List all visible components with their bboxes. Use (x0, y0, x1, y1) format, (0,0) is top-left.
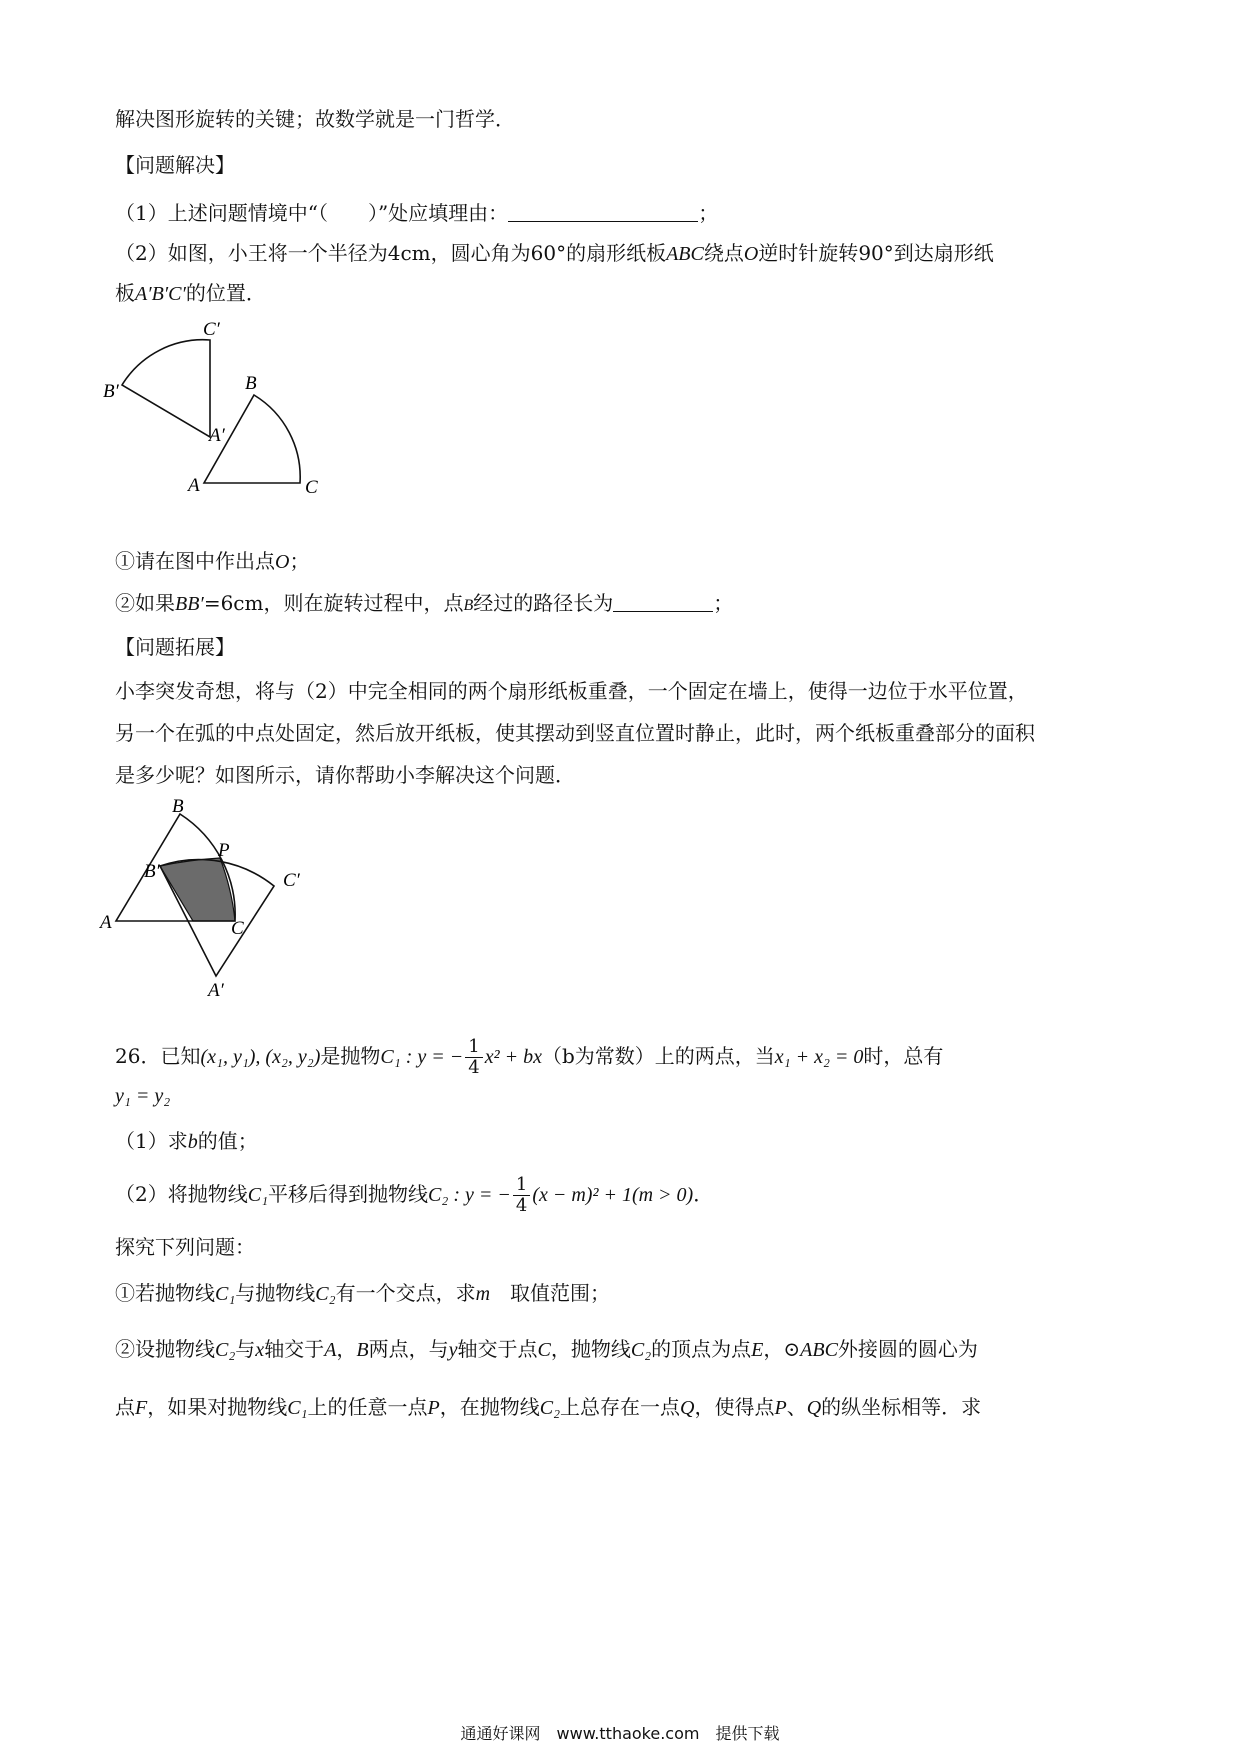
sector-name: ABC (666, 243, 704, 265)
label-a-prime: A′ (209, 425, 225, 446)
fraction-one-quarter (513, 1175, 530, 1216)
parabola-c1-expression: C₁ : y = − (380, 1046, 464, 1068)
point-name: B (463, 597, 474, 614)
question-text: 26．已知 (115, 1044, 201, 1068)
question-text: （1）求 (115, 1129, 188, 1153)
question-text: ①请在图中作出点 (115, 549, 275, 573)
angle-value: 60° (530, 241, 567, 265)
question-text: ，⊙ (763, 1337, 801, 1361)
variable-b: b (187, 1131, 198, 1153)
part-1 (115, 1126, 258, 1157)
point-b: B (356, 1339, 369, 1361)
question-text: 逆时针旋转 (758, 241, 859, 265)
label-b: B (245, 373, 257, 394)
variable-y: y (448, 1339, 458, 1361)
question-text: 与 (235, 1337, 256, 1361)
variable-x: x (255, 1339, 265, 1361)
question-text: ，则在旋转过程中，点 (263, 591, 464, 615)
point-c: C (537, 1339, 551, 1361)
answer-blank[interactable] (613, 589, 713, 612)
point-e: E (751, 1339, 764, 1361)
label-p: P (218, 840, 230, 861)
variable-m: m (475, 1283, 491, 1305)
paragraph-text: 探究下列问题： (115, 1235, 255, 1259)
question-text: 到达扇形纸 (893, 241, 994, 265)
punctuation: 、 (786, 1395, 807, 1419)
question-text: 取值范围； (490, 1281, 611, 1305)
question-text: ，在抛物线 (439, 1395, 540, 1419)
question-text: 的位置． (185, 281, 266, 305)
section-heading-problem-extension (115, 632, 235, 662)
fraction-numerator: 1 (465, 1037, 482, 1058)
label-a-prime: A′ (208, 980, 224, 1001)
segment-name: BB′ (175, 593, 204, 615)
question-1 (115, 198, 718, 228)
answer-blank[interactable] (508, 199, 698, 222)
label-b-prime: B′ (103, 381, 119, 402)
triangle-abc: ABC (800, 1339, 838, 1361)
section-heading-problem-solving (115, 150, 235, 180)
radius-value: 4cm (387, 241, 431, 265)
punctuation: ． (693, 1182, 714, 1206)
paragraph-text: 是多少呢？如图所示，请你帮助小李解决这个问题． (115, 763, 575, 787)
question-text: ②如果 (115, 591, 175, 615)
point-q: Q (680, 1397, 695, 1419)
explore-item-2-line-1 (115, 1334, 978, 1365)
heading-text: 【问题拓展】 (115, 635, 235, 659)
condition-expression: x₁ + x₂ = 0 (774, 1046, 864, 1068)
rotation-figure (103, 315, 348, 500)
question-26-line-1 (115, 1034, 943, 1079)
question-text: ①若抛物线 (115, 1281, 215, 1305)
fraction-one-quarter (465, 1037, 482, 1078)
sub-question-1 (115, 546, 309, 577)
explore-item-2-line-2 (115, 1392, 981, 1423)
explore-item-1 (115, 1278, 610, 1309)
text-line (115, 104, 515, 134)
question-text: 轴交于点 (457, 1337, 538, 1361)
question-2-line-2 (115, 278, 266, 309)
label-c: C (305, 477, 318, 498)
parabola-c1-name: C₁ (215, 1283, 236, 1305)
page-footer: 通通好课网 www.tthaoke.com 提供下载 (460, 1724, 780, 1743)
parabola-c1-expression-tail: x² + bx (484, 1046, 542, 1068)
question-text: 点 (115, 1395, 135, 1419)
question-text: 的扇形纸板 (566, 241, 667, 265)
points-expression: (x₁, y₁), (x₂, y₂) (200, 1046, 321, 1068)
point-p: P (774, 1397, 787, 1419)
point-p: P (427, 1397, 440, 1419)
extension-line-1 (115, 676, 1028, 706)
label-c: C (231, 918, 244, 939)
question-text: 板 (115, 281, 135, 305)
question-26-line-2 (115, 1080, 170, 1111)
question-text: 是抛物 (320, 1044, 381, 1068)
question-text: 有一个交点，求 (335, 1281, 476, 1305)
length-value: =6cm (203, 591, 264, 615)
question-text: 上总存在一点 (560, 1395, 681, 1419)
point-a: A (324, 1339, 337, 1361)
part-2 (115, 1172, 713, 1217)
punctuation: ， (336, 1337, 357, 1361)
parabola-c2-name: C₂ (315, 1283, 336, 1305)
sector-a-prime-b-prime-c-prime (122, 340, 210, 437)
question-text: 外接圆的圆心为 (837, 1337, 978, 1361)
point-f: F (135, 1397, 148, 1419)
punctuation: ； (289, 549, 310, 573)
rotation-value: 90° (858, 241, 894, 265)
fraction-numerator: 1 (513, 1175, 530, 1196)
point-q: Q (806, 1397, 822, 1419)
question-text: 轴交于 (264, 1337, 325, 1361)
question-text: ②设抛物线 (115, 1337, 215, 1361)
question-text: 平移后得到抛物线 (268, 1182, 429, 1206)
label-c-prime: C′ (203, 319, 220, 340)
question-2-line-1 (115, 238, 994, 269)
question-text: ，使得点 (694, 1395, 775, 1419)
question-text: ，如果对抛物线 (147, 1395, 288, 1419)
fraction-denominator: 4 (468, 1057, 480, 1078)
overlap-figure (98, 796, 328, 1001)
question-text: 上的任意一点 (307, 1395, 428, 1419)
parabola-c2-name: C₂ (630, 1339, 652, 1361)
question-text: （b为常数）上的两点，当 (541, 1044, 775, 1068)
label-b: B (172, 796, 184, 817)
parabola-c1-name: C₁ (287, 1397, 308, 1419)
heading-text: 【问题解决】 (115, 153, 235, 177)
sector-name: A′B′C′ (135, 283, 186, 305)
question-text: 两点，与 (368, 1337, 449, 1361)
parabola-c2-expression-tail: (x − m)² + 1(m > 0) (532, 1184, 694, 1206)
question-text: 的纵坐标相等．求 (821, 1395, 982, 1419)
paragraph-text: 解决图形旋转的关键；故数学就是一门哲学． (115, 107, 515, 131)
fraction-denominator: 4 (515, 1195, 528, 1216)
parabola-c2-name: C₂ (539, 1397, 561, 1419)
label-a: A (100, 912, 112, 933)
extension-line-2 (115, 718, 1035, 748)
sub-question-2 (115, 588, 733, 621)
question-text: （2）如图，小王将一个半径为 (115, 241, 388, 265)
punctuation: ； (713, 591, 734, 615)
explore-heading (115, 1232, 255, 1262)
extension-line-3 (115, 760, 575, 790)
parabola-c1-name: C₁ (247, 1184, 269, 1206)
punctuation: ； (698, 201, 719, 225)
question-text: 的值； (197, 1129, 258, 1153)
parabola-c2-expression: C₂ : y = − (428, 1184, 511, 1206)
question-text: 时，总有 (863, 1044, 944, 1068)
point-name: O (743, 243, 759, 265)
label-b-prime: B′ (144, 861, 160, 882)
paragraph-text: 另一个在弧的中点处固定，然后放开纸板，使其摆动到竖直位置时静止，此时，两个纸板重叠部分的面积 (115, 721, 1035, 745)
question-text: ，圆心角为 (430, 241, 531, 265)
question-text: （1）上述问题情境中“（ ）”处应填理由： (115, 201, 509, 225)
question-text: 绕点 (703, 241, 744, 265)
paragraph-text: 小李突发奇想，将与（2）中完全相同的两个扇形纸板重叠，一个固定在墙上，使得一边位于水平位置， (115, 679, 1028, 703)
question-text: ，抛物线 (550, 1337, 631, 1361)
label-c-prime: C′ (283, 870, 300, 891)
parabola-c2-name: C₂ (215, 1339, 236, 1361)
question-text: 经过的路径长为 (473, 591, 614, 615)
question-text: 与抛物线 (235, 1281, 316, 1305)
point-name: O (275, 551, 290, 573)
question-text: （2）将抛物线 (115, 1182, 248, 1206)
question-text: 的顶点为点 (651, 1337, 752, 1361)
equation-y1-y2: y₁ = y₂ (115, 1085, 171, 1107)
label-a: A (188, 475, 200, 496)
